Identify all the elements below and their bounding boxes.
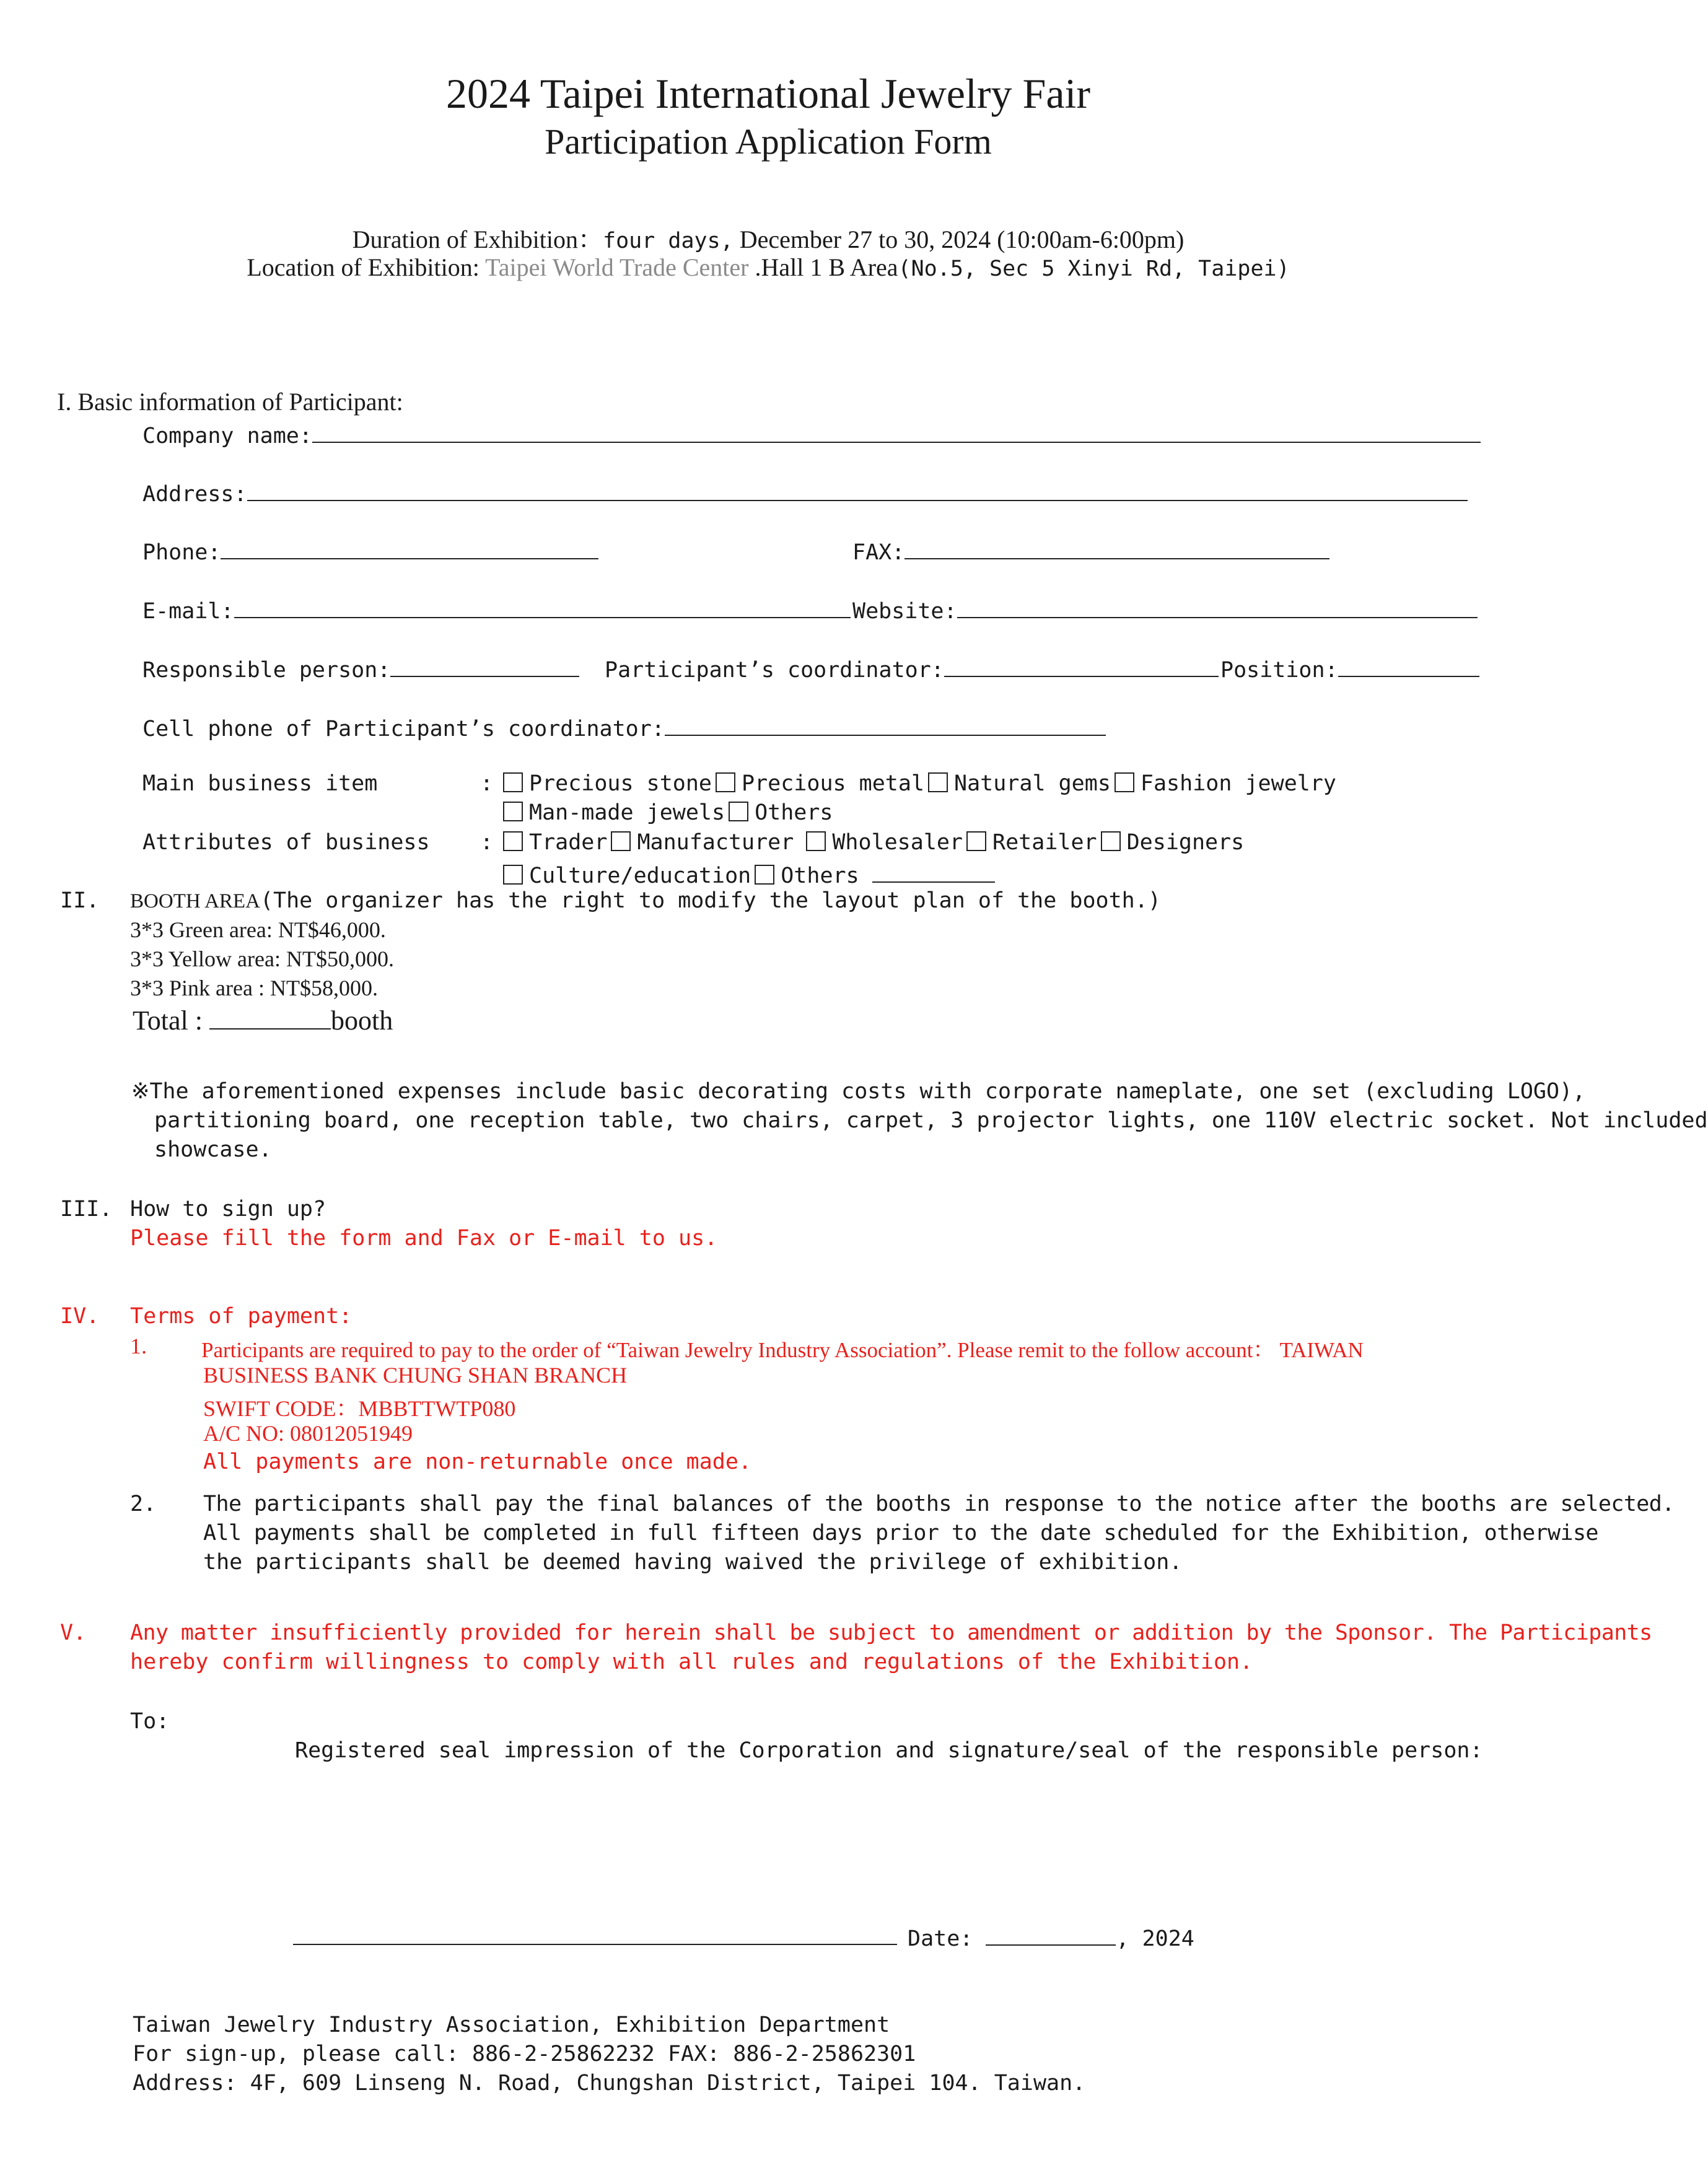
footer-organization: Taiwan Jewelry Industry Association, Exhibition Department	[133, 2013, 890, 2037]
attributes-colon: :	[480, 830, 494, 855]
address-field[interactable]	[247, 478, 1468, 501]
yellow-area-price: 3*3 Yellow area: NT$50,000.	[130, 947, 394, 971]
form-subtitle: Participation Application Form	[545, 121, 992, 162]
responsible-person-row	[142, 654, 579, 683]
payment-item2-line3: the participants shall be deemed having waived the privilege of exhibition.	[203, 1550, 1183, 1575]
bank-name: BUSINESS BANK CHUNG SHAN BRANCH	[203, 1363, 628, 1388]
position-field[interactable]	[1338, 654, 1479, 677]
option-business-others: Others	[755, 800, 833, 825]
date-year: , 2024	[1116, 1926, 1194, 1951]
checkbox-precious-metal[interactable]	[716, 772, 735, 792]
section5-line1: Any matter insufficiently provided for herein shall be subject to amendment or addition by the Sponsor. The Participants	[130, 1620, 1652, 1645]
duration-days: four days,	[603, 229, 734, 253]
section2-heading	[130, 888, 1161, 913]
section1-heading: I. Basic information of Participant:	[57, 388, 403, 416]
website-label: Website:	[852, 599, 957, 624]
location-venue: Taipei World Trade Center	[485, 253, 755, 281]
payment-item2-number: 2.	[130, 1492, 157, 1516]
website-field[interactable]	[957, 595, 1478, 618]
fax-label: FAX:	[852, 540, 905, 565]
green-area-price: 3*3 Green area: NT$46,000.	[130, 917, 386, 942]
main-business-options-row2	[499, 800, 833, 825]
expenses-note-line3: showcase.	[154, 1137, 272, 1162]
total-booth-field[interactable]	[209, 1003, 331, 1030]
email-label: E-mail:	[142, 599, 234, 624]
checkbox-fashion-jewelry[interactable]	[1115, 772, 1134, 792]
section3-numeral: III.	[60, 1197, 113, 1222]
attributes-label: Attributes of business	[142, 830, 430, 855]
responsible-person-label: Responsible person:	[142, 658, 391, 683]
checkbox-natural-gems[interactable]	[928, 772, 948, 792]
account-number: A/C NO: 08012051949	[203, 1421, 413, 1446]
non-returnable-note: All payments are non-returnable once made.	[203, 1449, 752, 1474]
phone-field[interactable]	[221, 536, 598, 559]
option-natural-gems: Natural gems	[954, 771, 1111, 796]
section5-numeral: V.	[60, 1620, 87, 1645]
checkbox-retailer[interactable]	[966, 831, 986, 851]
responsible-person-field[interactable]	[390, 654, 579, 677]
phone-label: Phone:	[142, 540, 221, 565]
option-retailer: Retailer	[992, 830, 1097, 855]
email-field[interactable]	[234, 595, 851, 618]
section3-heading: How to sign up?	[130, 1197, 326, 1222]
fax-field[interactable]	[904, 536, 1329, 559]
option-precious-stone: Precious stone	[529, 771, 712, 796]
main-business-colon: :	[480, 771, 494, 796]
seal-instruction: Registered seal impression of the Corporation and signature/seal of the responsible person:	[295, 1738, 1483, 1763]
expenses-note-line2: partitioning board, one reception table, two chairs, carpet, 3 projector lights, one 110V electric socket. Not included	[154, 1108, 1708, 1133]
duration-label: Duration of Exhibition：	[352, 225, 603, 253]
booth-area-label: BOOTH AREA	[130, 890, 260, 912]
payment-item1-line1: Participants are required to pay to the order of “Taiwan Jewelry Industry Association”. Please remit to the follow account： TAIWAN	[201, 1338, 1364, 1362]
section4-numeral: IV.	[60, 1304, 100, 1329]
exhibition-location	[0, 253, 1536, 282]
location-hall: .Hall 1 B Area	[755, 253, 898, 281]
footer-address: Address: 4F, 609 Linseng N. Road, Chungshan District, Taipei 104. Taiwan.	[133, 2071, 1086, 2096]
company-name-label: Company name:	[142, 424, 312, 448]
booth-area-note: (The organizer has the right to modify the layout plan of the booth.)	[260, 888, 1161, 913]
location-address: (No.5, Sec 5 Xinyi Rd, Taipei)	[898, 256, 1290, 281]
date-field[interactable]	[986, 1922, 1116, 1946]
position-row	[1220, 654, 1479, 683]
attributes-options-row1	[499, 830, 1244, 855]
checkbox-designers[interactable]	[1101, 831, 1121, 851]
footer-contact: For sign-up, please call: 886-2-25862232 FAX: 886-2-25862301	[133, 2042, 916, 2066]
company-name-field[interactable]	[312, 419, 1481, 443]
checkbox-precious-stone[interactable]	[503, 772, 523, 792]
total-unit: booth	[331, 1005, 393, 1036]
option-designers: Designers	[1126, 830, 1245, 855]
checkbox-attributes-others[interactable]	[755, 865, 774, 885]
phone-row	[142, 536, 598, 565]
option-precious-metal: Precious metal	[742, 771, 925, 796]
total-booth-row	[133, 1003, 393, 1036]
cell-phone-field[interactable]	[665, 712, 1106, 736]
position-label: Position:	[1220, 658, 1338, 683]
exhibition-duration	[0, 220, 1536, 255]
checkbox-trader[interactable]	[503, 831, 523, 851]
signature-line[interactable]	[293, 1944, 897, 1945]
address-row	[142, 478, 1468, 507]
option-attributes-others: Others	[781, 864, 859, 888]
payment-item2-line1: The participants shall pay the final balances of the booths in response to the notice after the booths are selected.	[203, 1492, 1675, 1516]
section2-numeral: II.	[60, 888, 100, 913]
option-trader: Trader	[529, 830, 608, 855]
address-label: Address:	[142, 482, 247, 507]
coordinator-field[interactable]	[944, 654, 1219, 677]
total-label: Total :	[133, 1005, 210, 1036]
option-wholesaler: Wholesaler	[832, 830, 963, 855]
option-culture-education: Culture/education	[529, 864, 751, 888]
main-business-label: Main business item	[142, 771, 378, 796]
website-row	[852, 595, 1478, 624]
checkbox-culture-education[interactable]	[503, 865, 523, 885]
expenses-note-line1: ※The aforementioned expenses include basic decorating costs with corporate nameplate, one set (excluding LOGO),	[131, 1079, 1586, 1104]
duration-dates: December 27 to 30, 2024 (10:00am-6:00pm)	[733, 225, 1185, 253]
coordinator-row	[605, 654, 1219, 683]
date-row	[908, 1922, 1194, 1951]
checkbox-man-made-jewels[interactable]	[503, 802, 523, 821]
swift-code: SWIFT CODE：MBBTTWTP080	[203, 1396, 516, 1421]
pink-area-price: 3*3 Pink area : NT$58,000.	[130, 976, 378, 1000]
checkbox-manufacturer[interactable]	[611, 831, 631, 851]
email-row	[142, 595, 851, 624]
to-label: To:	[130, 1709, 170, 1734]
form-title: 2024 Taipei International Jewelry Fair	[445, 70, 1091, 117]
section4-heading: Terms of payment:	[130, 1304, 353, 1329]
attributes-options-row2	[499, 859, 995, 888]
signup-instruction: Please fill the form and Fax or E-mail to us.	[130, 1226, 718, 1251]
company-name-row	[142, 419, 1481, 448]
cell-phone-row	[142, 712, 1106, 741]
checkbox-business-others[interactable]	[729, 802, 748, 821]
option-fashion-jewelry: Fashion jewelry	[1140, 771, 1336, 796]
location-label: Location of Exhibition:	[247, 253, 486, 281]
main-business-options-row1	[499, 771, 1336, 796]
coordinator-label: Participant’s coordinator:	[605, 658, 944, 683]
fax-row	[852, 536, 1329, 565]
payment-item1-number: 1.	[130, 1334, 147, 1358]
date-label: Date:	[908, 1926, 986, 1951]
payment-item2-line2: All payments shall be completed in full fifteen days prior to the date scheduled for the Exhibition, otherwise	[203, 1521, 1598, 1546]
attributes-others-field[interactable]	[872, 859, 995, 883]
section5-line2: hereby confirm willingness to comply with all rules and regulations of the Exhibition.	[130, 1650, 1253, 1674]
checkbox-wholesaler[interactable]	[806, 831, 826, 851]
cell-phone-label: Cell phone of Participant’s coordinator:	[142, 717, 665, 741]
option-manufacturer: Manufacturer	[637, 830, 794, 855]
option-man-made-jewels: Man-made jewels	[529, 800, 725, 825]
